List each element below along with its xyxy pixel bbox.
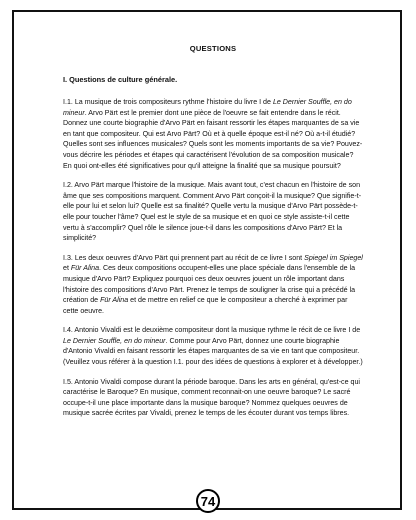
italic-title-run: Le Dernier Souffle, en do mineur bbox=[63, 336, 166, 345]
text-run: . Comme pour Arvo Pärt, donnez une courte biographie d'Antonio Vivaldi en faisant ressortir les étapes marquantes de sa vie en tant que compositeur. (Veuillez vous référer à la question I.1. pour des idées de questions à explorer et à développer.) bbox=[63, 336, 363, 367]
italic-title-run: Für Alina bbox=[100, 296, 129, 305]
text-run: I.5. Antonio Vivaldi compose durant la période baroque. Dans les arts en général, qu'est-ce qui caractérise le Baroque? En musique, comment reconnait-on une oeuvre baroque? Le sacré occupe-t-il une place importante dans la musique baroque? Nommez quelques oeuvres de musique sacrée écrites par Vivaldi, prenez le temps de les écouter durant vos temps libres. bbox=[63, 377, 360, 418]
question-paragraph bbox=[63, 377, 363, 419]
question-paragraph bbox=[63, 253, 363, 317]
text-run: . Arvo Pärt est le premier dont une pièce de l'oeuvre se fait entendre dans le récit. Donnez une courte biographie d'Arvo Pärt en faisant ressortir les étapes marquantes de sa vie en tant que compositeur. Qui est Arvo Pärt? Où et à quelle époque est-il né? Où a-t-il étudié? Quelles sont ses influences musicales? Quels sont les moments importants de sa vie? Pouvez-vous décrire les périodes et étapes qui caractérisent l'évolution de sa composition musicale? En quoi ont-elles été significatives pour qu'il atteigne la finalité que sa musique poursuit? bbox=[63, 108, 363, 170]
document-body bbox=[63, 44, 363, 428]
text-run: I.3. Les deux oeuvres d'Arvo Pärt qui prennent part au récit de ce livre I sont bbox=[63, 253, 305, 262]
page-number: 74 bbox=[200, 493, 216, 509]
question-paragraph bbox=[63, 325, 363, 367]
page-title: QUESTIONS bbox=[189, 44, 237, 53]
italic-title-run: Spiegel im Spiegel bbox=[304, 253, 363, 262]
text-run: I.1. La musique de trois compositeurs rythme l'histoire du livre I de bbox=[63, 98, 273, 106]
section-heading: I. Questions de culture générale. bbox=[63, 75, 178, 84]
question-paragraph bbox=[63, 180, 363, 244]
text-run: I.4. Antonio Vivaldi est le deuxième compositeur dont la musique rythme le récit de ce livre I de bbox=[63, 326, 361, 335]
page-number-badge bbox=[196, 489, 220, 513]
question-paragraph bbox=[63, 97, 363, 171]
text-run: et bbox=[63, 264, 71, 273]
italic-title-run: Für Alina bbox=[70, 264, 100, 273]
text-run: I.2. Arvo Pärt marque l'histoire de la musique. Mais avant tout, c'est chacun en l'histoire de son âme que ses compositions marquent. Comment Arvo Pärt conçoit-il la musique? Que signifie-t-elle pour lui et selon lui? Quelle est sa finalité? Quelle vertu la musique d'Arvo Pärt possède-t-elle pour toucher l'âme? Quel est le style de sa musique et en quoi ce style assiste-t-il cette vertu à s'accomplir? Quel rôle le silence joue-t-il dans les compositions d'Arvo Pärt? Et la simplicité? bbox=[63, 181, 362, 243]
text-run: . Ces deux compositions occupent-elles une place spéciale dans l'ensemble de la musique d'Arvo Pärt? Expliquez pourquoi ces deux oeuvres jouent un rôle important dans l'histoire des compositions d'Arvo Pärt. Prenez le temps de souligner la crise qui a précédé la création de bbox=[63, 264, 356, 305]
text-run: et de mettre en relief ce que le compositeur a cherché à exprimer par cette oeuvre. bbox=[63, 296, 348, 315]
italic-title-run: Le Dernier Souffle, en do mineur bbox=[63, 98, 352, 117]
